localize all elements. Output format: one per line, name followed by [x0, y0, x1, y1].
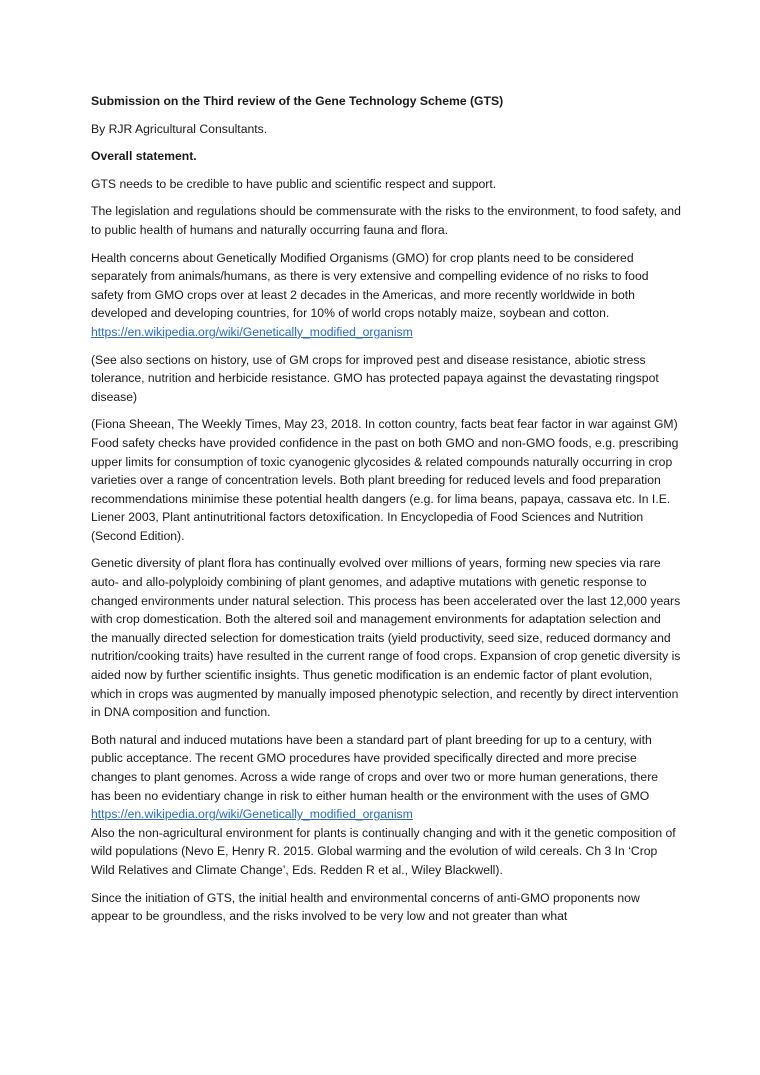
document-title: Submission on the Third review of the Gene Technology Scheme (GTS) — [91, 94, 504, 108]
section-heading: Overall statement. — [91, 149, 197, 164]
paragraph-mutations-tail: Also the non-agricultural environment for plants is continually changing and with it the genetic composition of wild populations (Nevo E, Henry R. 2015. Global warming and the evolution of wild cereals. Ch 3 In ‘Crop Wild Relatives and Climate Change’, Eds. Redden R et al., Wiley Blackwell). — [91, 825, 676, 877]
document-byline: By RJR Agricultural Consultants. — [91, 121, 268, 136]
paragraph-genetic-diversity: Genetic diversity of plant flora has continually evolved over millions of years, forming new species via rare auto- and allo-polyploidy combining of plant genomes, and adaptive mutations with genetic response to changed environments under natural selection. This process has been accelerated over the last 12,000 years with crop domestication. Both the altered soil and management environments for adaptation selection and the manually directed selection for domestication traits (yield productivity, seed size, reduced dormancy and nutrition/cooking traits) have resulted in the current range of food crops. Expansion of crop genetic diversity is aided now by further scientific insights. Thus genetic modification is an endemic factor of plant evolution, which in crops was augmented by manually imposed phenotypic selection, and recently by direct intervention in DNA composition and function. — [91, 556, 681, 720]
paragraph-credibility: GTS needs to be credible to have public and scientific respect and support. — [91, 176, 497, 191]
paragraph-see-also: (See also sections on history, use of GM crops for improved pest and disease resistance, abiotic stress tolerance, nutrition and herbicide resistance. GMO has protected papaya against the devastating ringspot disease) — [91, 352, 659, 404]
document-page — [91, 92, 681, 935]
wikipedia-gmo-link-2[interactable]: https://en.wikipedia.org/wiki/Genetically_modified_organism — [91, 807, 413, 822]
paragraph-legislation: The legislation and regulations should be commensurate with the risks to the environment, to food safety, and to public health of humans and naturally occurring fauna and flora. — [91, 204, 681, 237]
paragraph-mutations — [91, 731, 681, 880]
paragraph-food-safety: Food safety checks have provided confidence in the past on both GMO and non-GMO foods, e.g. prescribing upper limits for consumption of toxic cyanogenic glycosides & related compounds naturally occurring in crop varieties over a range of concentration levels. Both plant breeding for reduced levels and food preparation recommendations minimise these potential health dangers (e.g. for lima beans, papaya, cassava etc. In I.E. Liener 2003, Plant antinutritional factors detoxification. In Encyclopedia of Food Sciences and Nutrition (Second Edition). — [91, 435, 679, 543]
paragraph-mutations-text: Both natural and induced mutations have been a standard part of plant breeding for up to a century, with public acceptance. The recent GMO procedures have provided specifically directed and more precise changes to plant genomes. Across a wide range of crops and over two or more human generations, there has been no evidentiary change in risk to either human health or the environment with the uses of GMO — [91, 732, 659, 803]
paragraph-gts-initiation: Since the initiation of GTS, the initial health and environmental concerns of anti-GMO proponents now appear to be groundless, and the risks involved to be very low and not greater than what — [91, 890, 640, 924]
paragraph-citation-sheean: (Fiona Sheean, The Weekly Times, May 23, 2018. In cotton country, facts beat fear factor in war against GM) — [91, 417, 678, 432]
wikipedia-gmo-link[interactable]: https://en.wikipedia.org/wiki/Genetically_modified_organism — [91, 324, 413, 339]
paragraph-health-concerns — [91, 249, 681, 342]
paragraph-health-concerns-text: Health concerns about Genetically Modified Organisms (GMO) for crop plants need to be considered separately from animals/humans, as there is very extensive and compelling evidence of no risks to food safety from GMO crops over at least 2 decades in the Americas, and more recently worldwide in both developed and developing countries, for 10% of world crops notably maize, soybean and cotton. — [91, 250, 649, 321]
